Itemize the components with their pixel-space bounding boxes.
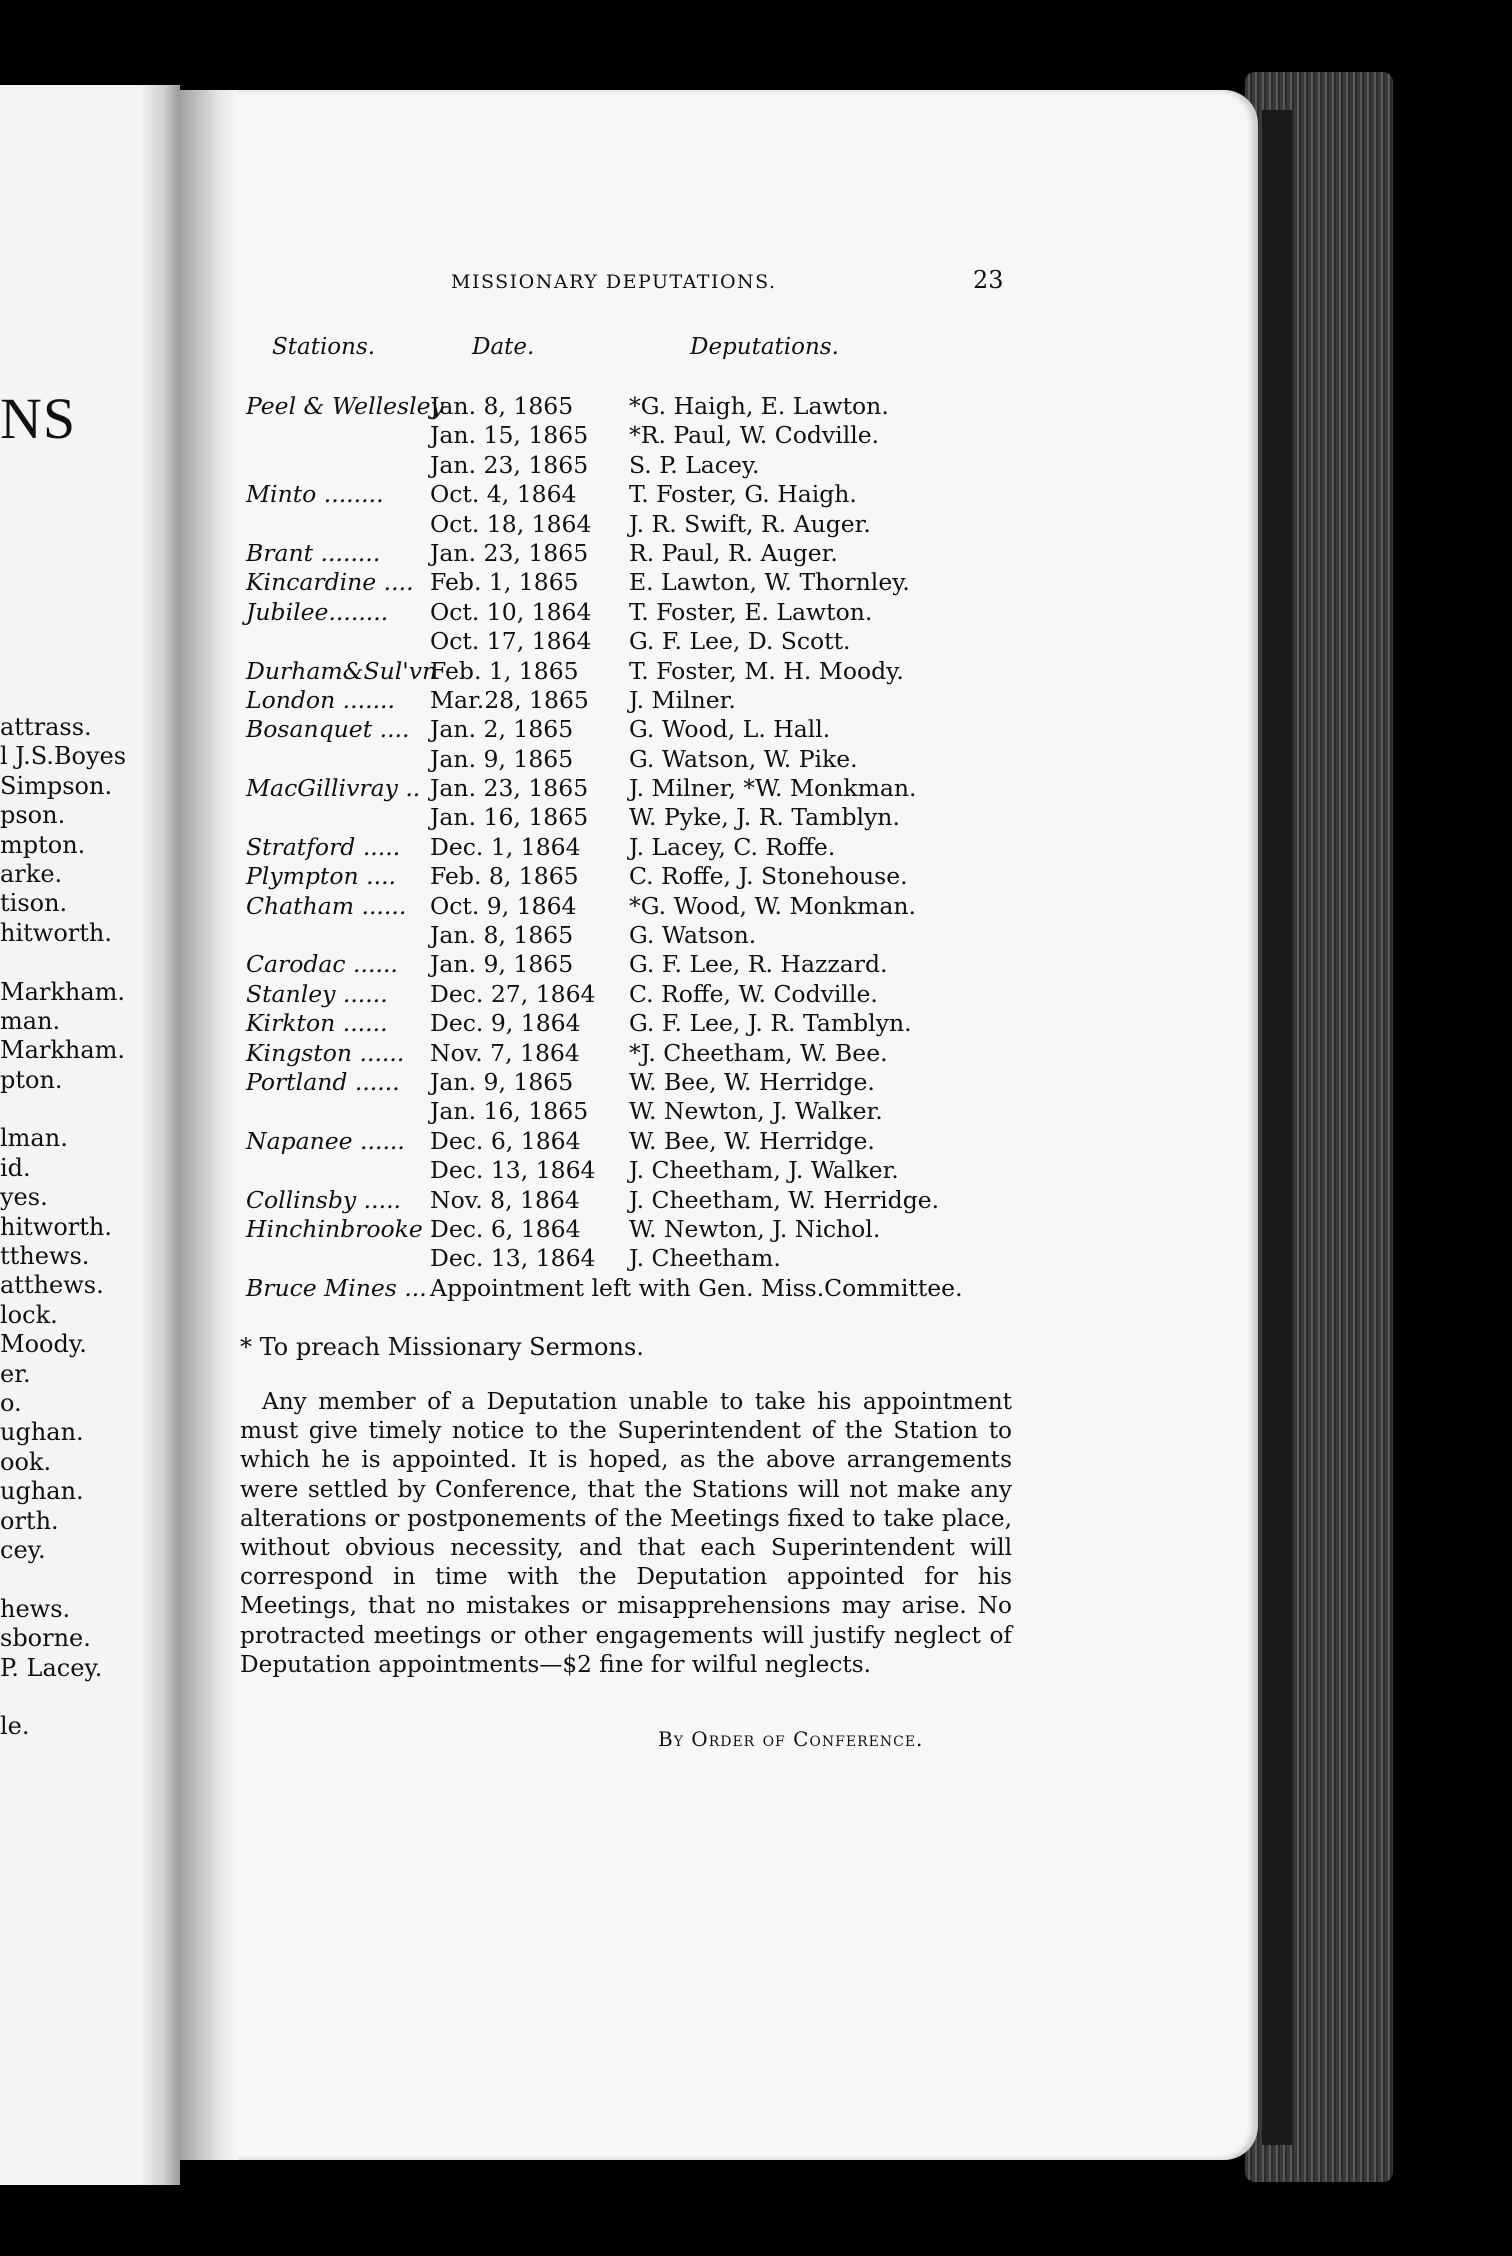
station-cell: Collinsby ..... (246, 1185, 402, 1214)
station-cell: Peel & Wellesley (246, 392, 444, 420)
left-page-line: Moody. (0, 1330, 87, 1359)
station-cell: Hinchinbrooke . (246, 1214, 438, 1243)
date-cell: Feb. 1, 1865 (430, 656, 579, 685)
date-cell: Oct. 18, 1864 (430, 509, 592, 538)
station-cell: Kingston ...... (246, 1038, 405, 1067)
date-cell: Dec. 13, 1864 (430, 1244, 596, 1273)
deputation-cell: J. Lacey, C. Roffe. (629, 832, 836, 861)
date-cell: Jan. 23, 1865 (430, 774, 589, 803)
station-cell: Napanee ...... (246, 1126, 405, 1155)
left-page-line (0, 948, 126, 977)
left-page-line: Markham. (0, 1036, 126, 1065)
left-page-line: ook. (0, 1447, 52, 1476)
date-cell: Dec. 9, 1864 (430, 1009, 581, 1038)
left-page-line: er. (0, 1359, 31, 1388)
date-cell: Jan. 9, 1865 (430, 1067, 574, 1096)
left-page-line: l J.S.Boyes (0, 742, 127, 771)
deputation-cell: W. Pyke, J. R. Tamblyn. (629, 803, 900, 832)
left-page-gutter-shadow (140, 85, 180, 2185)
book-cover-inner (1262, 110, 1292, 2145)
left-page-line: tison. (0, 889, 68, 918)
date-cell: Jan. 23, 1865 (430, 538, 589, 567)
deputation-cell: G. Watson. (629, 921, 757, 950)
station-cell: London ....... (246, 685, 395, 714)
deputation-cell: W. Bee, W. Herridge. (629, 1126, 875, 1155)
column-header-date: Date. (472, 334, 535, 360)
appointment-note-cell: Appointment left with Gen. Miss.Committee. (430, 1273, 963, 1302)
station-cell: Bosanquet .... (246, 715, 410, 744)
deputation-cell: *G. Haigh, E. Lawton. (629, 392, 889, 420)
left-page-line (0, 1565, 126, 1594)
date-cell: Oct. 17, 1864 (430, 627, 592, 656)
deputation-cell: T. Foster, G. Haigh. (629, 480, 857, 509)
left-page-line: Markham. (0, 977, 126, 1006)
left-page-line: ughan. (0, 1477, 84, 1506)
footnote: * To preach Missionary Sermons. (240, 1333, 644, 1361)
left-page-line: P. Lacey. (0, 1653, 103, 1682)
instructions-paragraph: Any member of a Deputation unable to take his appointment must give timely notice to the Superintendent of the Station to which he is appointed. It is hoped, as the above arrangements were settled by Conference, that the Stations will not make any alterations or postponements of the Meetings fixed to take place, without obvious necessity, and that each Superintendent will correspond in time with the Deputation appointed for his Meetings, that no mistakes or misapprehensions may arise. No protracted meetings or other engagements will justify neglect of Deputation appointments—$2 fine for wilful neglects. (240, 1388, 1012, 1678)
date-cell: Jan. 15, 1865 (430, 421, 589, 450)
deputation-cell: J. Cheetham, J. Walker. (629, 1156, 899, 1185)
date-cell: Jan. 9, 1865 (430, 950, 574, 979)
left-page-line: Simpson. (0, 771, 113, 800)
left-page-line: mpton. (0, 830, 86, 859)
column-header-stations: Stations. (272, 334, 376, 360)
deputation-cell: S. P. Lacey. (629, 450, 760, 479)
date-cell: Dec. 6, 1864 (430, 1126, 581, 1155)
deputation-cell: J. Cheetham. (629, 1244, 781, 1273)
deputation-cell: J. Cheetham, W. Herridge. (629, 1185, 940, 1214)
station-cell: Minto ........ (246, 480, 384, 509)
date-cell: Nov. 8, 1864 (430, 1185, 580, 1214)
deputation-cell: W. Newton, J. Walker. (629, 1097, 883, 1126)
left-page-line: pson. (0, 801, 66, 830)
signature: By Order of Conference. (658, 1727, 924, 1751)
left-page-line: o. (0, 1388, 22, 1417)
left-page-line: orth. (0, 1506, 59, 1535)
deputation-cell: G. Wood, L. Hall. (629, 715, 831, 744)
date-cell: Jan. 8, 1865 (430, 921, 574, 950)
left-page-line: sborne. (0, 1624, 91, 1653)
station-cell: Bruce Mines ... (246, 1273, 427, 1302)
deputation-cell: T. Foster, E. Lawton. (629, 597, 873, 626)
left-page-line: hitworth. (0, 918, 112, 947)
deputation-cell: *J. Cheetham, W. Bee. (629, 1038, 888, 1067)
left-page-line: lock. (0, 1300, 58, 1329)
date-cell: Oct. 4, 1864 (430, 480, 577, 509)
left-page-line: atthews. (0, 1271, 104, 1300)
station-cell: Portland ...... (246, 1067, 400, 1096)
deputation-cell: W. Bee, W. Herridge. (629, 1067, 875, 1096)
deputation-cell: C. Roffe, W. Codville. (629, 979, 878, 1008)
left-page-line: tthews. (0, 1242, 90, 1271)
left-page-heading-fragment: NS (0, 386, 77, 451)
left-page-line: hews. (0, 1594, 71, 1623)
station-cell: Kincardine .... (246, 568, 414, 597)
main-page-gutter-shadow (178, 90, 238, 2160)
station-cell: Durham&Sul'vn (246, 656, 438, 685)
deputation-cell: *G. Wood, W. Monkman. (629, 891, 916, 920)
deputation-cell: R. Paul, R. Auger. (629, 538, 838, 567)
date-cell: Feb. 8, 1865 (430, 862, 579, 891)
date-cell: Oct. 10, 1864 (430, 597, 592, 626)
left-page-line: hitworth. (0, 1212, 112, 1241)
deputation-cell: G. F. Lee, D. Scott. (629, 627, 851, 656)
date-cell: Mar.28, 1865 (430, 685, 589, 714)
left-page-line: arke. (0, 859, 63, 888)
date-cell: Jan. 23, 1865 (430, 450, 589, 479)
left-page-line: pton. (0, 1065, 63, 1094)
left-page-line: id. (0, 1153, 31, 1182)
left-page-line: cey. (0, 1535, 46, 1564)
date-cell: Feb. 1, 1865 (430, 568, 579, 597)
deputation-cell: J. Milner. (629, 685, 736, 714)
deputation-cell: G. F. Lee, J. R. Tamblyn. (629, 1009, 912, 1038)
left-page-line: attrass. (0, 713, 92, 741)
left-page-line (0, 1683, 126, 1712)
left-page-line: le. (0, 1712, 30, 1741)
station-cell: Chatham ...... (246, 891, 407, 920)
deputation-cell: W. Newton, J. Nichol. (629, 1214, 881, 1243)
station-cell: Carodac ...... (246, 950, 398, 979)
station-cell: Plympton .... (246, 862, 397, 891)
left-page-line: yes. (0, 1183, 48, 1212)
deputation-cell: G. F. Lee, R. Hazzard. (629, 950, 888, 979)
date-cell: Jan. 16, 1865 (430, 1097, 589, 1126)
date-cell: Dec. 1, 1864 (430, 832, 581, 861)
date-cell: Jan. 9, 1865 (430, 744, 574, 773)
page-number: 23 (973, 266, 1004, 294)
date-cell: Nov. 7, 1864 (430, 1038, 580, 1067)
station-cell: Stanley ...... (246, 979, 388, 1008)
station-cell: Kirkton ...... (246, 1009, 388, 1038)
left-page-text-fragments (0, 713, 126, 1742)
station-cell: Stratford ..... (246, 832, 401, 861)
deputation-cell: E. Lawton, W. Thornley. (629, 568, 910, 597)
date-cell: Jan. 8, 1865 (430, 392, 574, 420)
left-page-line: man. (0, 1006, 61, 1035)
deputation-cell: G. Watson, W. Pike. (629, 744, 858, 773)
date-cell: Oct. 9, 1864 (430, 891, 577, 920)
deputation-cell: *R. Paul, W. Codville. (629, 421, 880, 450)
column-header-deputations: Deputations. (690, 334, 839, 360)
date-cell: Jan. 2, 1865 (430, 715, 574, 744)
running-head: MISSIONARY DEPUTATIONS. (451, 271, 777, 293)
deputation-cell: T. Foster, M. H. Moody. (629, 656, 904, 685)
date-cell: Dec. 6, 1864 (430, 1214, 581, 1243)
station-cell: Brant ........ (246, 538, 381, 567)
deputation-cell: J. R. Swift, R. Auger. (629, 509, 871, 538)
station-cell: MacGillivray .. (246, 774, 421, 803)
date-cell: Jan. 16, 1865 (430, 803, 589, 832)
deputation-cell: J. Milner, *W. Monkman. (629, 774, 917, 803)
station-cell: Jubilee........ (246, 597, 389, 626)
deputation-cell: C. Roffe, J. Stonehouse. (629, 862, 908, 891)
left-page-line (0, 1095, 126, 1124)
left-page-line: ughan. (0, 1418, 84, 1447)
date-cell: Dec. 13, 1864 (430, 1156, 596, 1185)
left-page-line: lman. (0, 1124, 68, 1153)
date-cell: Dec. 27, 1864 (430, 979, 596, 1008)
